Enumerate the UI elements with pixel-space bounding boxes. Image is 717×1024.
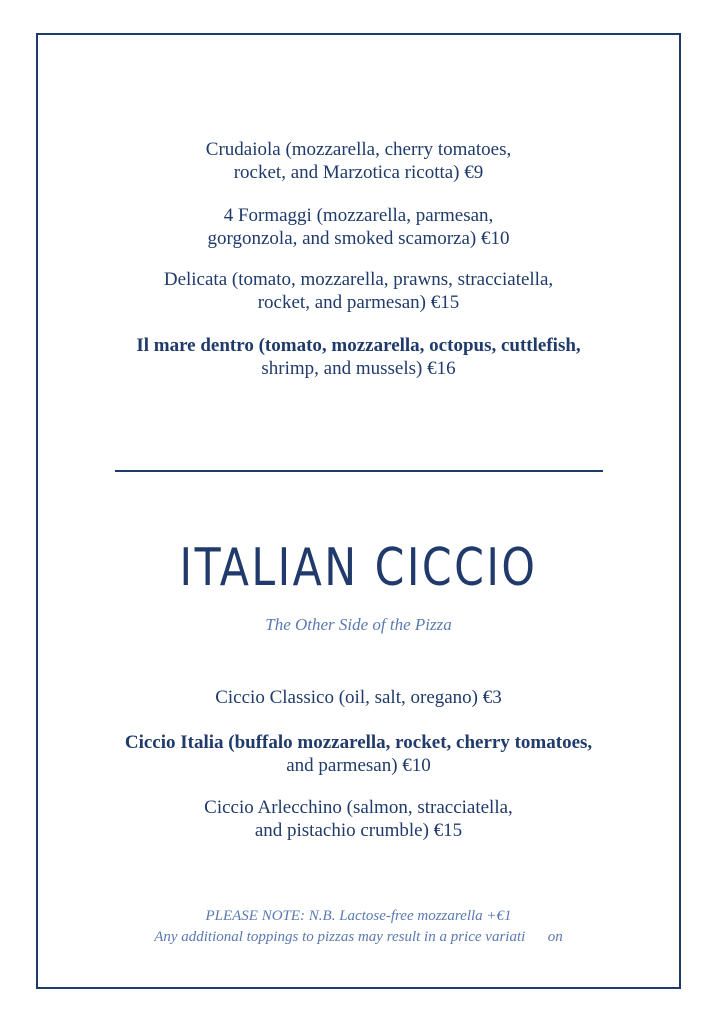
item-line: shrimp, and mussels) €16: [261, 358, 456, 379]
footnote-line: Any additional toppings to pizzas may result in a price variati on: [154, 929, 563, 945]
item-line: 4 Formaggi (mozzarella, parmesan,: [223, 205, 494, 226]
item-line: Delicata (tomato, mozzarella, prawns, stracciatella,: [163, 269, 554, 290]
footnote-line: PLEASE NOTE: N.B. Lactose-free mozzarella +€1: [205, 908, 512, 924]
item-line: and parmesan) €10: [286, 755, 431, 776]
item-line: Il mare dentro (tomato, mozzarella, octopus, cuttlefish,: [136, 335, 581, 356]
section-divider: [115, 470, 603, 472]
item-line: Ciccio Arlecchino (salmon, stracciatella,: [204, 797, 513, 818]
menu-item-crudaiola: [0, 138, 717, 184]
menu-item-4-formaggi: [0, 204, 717, 250]
item-line: Ciccio Classico (oil, salt, oregano) €3: [215, 687, 502, 708]
item-line: rocket, and Marzotica ricotta) €9: [233, 162, 484, 183]
footnote: [0, 906, 717, 948]
menu-item-il-mare-dentro: [0, 334, 717, 380]
section-title: ITALIAN CICCIO: [179, 538, 538, 598]
item-line: gorgonzola, and smoked scamorza) €10: [207, 228, 510, 249]
item-line: and pistachio crumble) €15: [254, 820, 463, 841]
menu-item-ciccio-italia: [0, 731, 717, 777]
menu-item-ciccio-arlecchino: [0, 796, 717, 842]
item-line: Ciccio Italia (buffalo mozzarella, rocket, cherry tomatoes,: [124, 732, 593, 753]
item-line: rocket, and parmesan) €15: [257, 292, 460, 313]
menu-item-delicata: [0, 268, 717, 314]
item-line: Crudaiola (mozzarella, cherry tomatoes,: [205, 139, 512, 160]
section-subtitle: The Other Side of the Pizza: [265, 615, 452, 634]
menu-item-ciccio-classico: [0, 686, 717, 709]
